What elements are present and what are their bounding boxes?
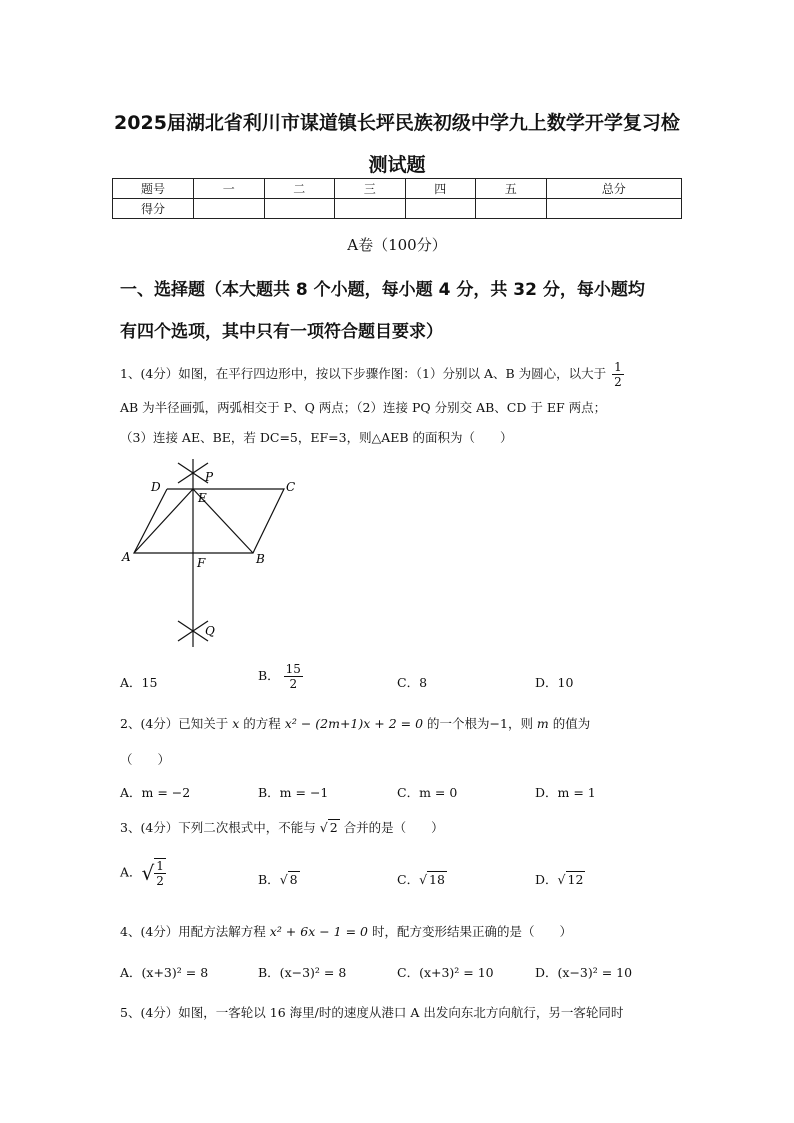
score-cell: 二 — [264, 179, 335, 199]
q2-option-b[interactable]: B．m = −1 — [258, 785, 329, 800]
q2-paren: （ ） — [120, 752, 171, 767]
q1-text-line1: 1、(4分）如图，在平行四边形中，按以下步骤作图：（1）分别以 A、B 为圆心，以大于 $\frac{1}{2}$ — [120, 360, 622, 389]
exam-title-line2: 测试题 — [368, 154, 426, 176]
q3-option-d[interactable]: D．√ 12 — [535, 872, 584, 887]
score-entry — [194, 199, 265, 219]
q3-sqrt-2: √ 2 — [319, 820, 338, 835]
q4-option-d[interactable]: D．(x−3)² = 10 — [535, 965, 633, 980]
q4-option-c[interactable]: C．(x+3)² = 10 — [397, 965, 494, 980]
q3-option-a-fraction: $\frac{1}{2}$ — [156, 859, 164, 888]
part1-heading-line2: 有四个选项，其中只有一项符合题目要求） — [120, 322, 443, 342]
q1-option-a[interactable]: A．15 — [120, 675, 158, 690]
score-entry — [264, 199, 335, 219]
section-a-heading: A卷（100分） — [347, 236, 447, 254]
q1-text-line2: AB 为半径画弧，两弧相交于 P、Q 两点；（2）连接 PQ 分别交 AB、CD 于 EF 两点； — [120, 400, 607, 415]
score-row-label: 得分 — [113, 199, 194, 219]
q1-option-d[interactable]: D．10 — [535, 675, 574, 690]
score-entry — [546, 199, 682, 219]
q2-text-line1: 2、(4分）已知关于 x 的方程 x² − (2m+1)x + 2 = 0 的一个根为−1，则 m 的值为 — [120, 716, 591, 731]
q3-text-line1: 3、(4分）下列二次根式中，不能与 √ 2 合并的是（ ） — [120, 820, 444, 835]
parallelogram-outline — [134, 489, 284, 553]
score-cell: 一 — [194, 179, 265, 199]
score-cell: 五 — [476, 179, 547, 199]
label-e: E — [198, 491, 207, 505]
exam-title-line1: 2025届湖北省利川市谋道镇长坪民族初级中学九上数学开学复习检 — [114, 112, 680, 134]
label-d: D — [151, 480, 161, 494]
score-table-header-row — [113, 179, 682, 199]
q3-option-b[interactable]: B．√ 8 — [258, 872, 298, 887]
label-f: F — [197, 556, 206, 570]
part1-heading-line1: 一、选择题（本大题共 8 个小题，每小题 4 分，共 32 分，每小题均 — [120, 280, 645, 300]
score-table-score-row — [113, 199, 682, 219]
score-entry — [405, 199, 476, 219]
score-cell: 总分 — [546, 179, 682, 199]
q4-option-b[interactable]: B．(x−3)² = 8 — [258, 965, 347, 980]
q3-option-c[interactable]: C．√ 18 — [397, 872, 445, 887]
label-a: A — [122, 550, 131, 564]
label-b: B — [256, 552, 265, 566]
score-entry — [476, 199, 547, 219]
q4-text-line1: 4、(4分）用配方法解方程 x² + 6x − 1 = 0 时，配方变形结果正确的是（ ） — [120, 924, 572, 939]
label-q: Q — [205, 624, 215, 638]
q2-option-c[interactable]: C．m = 0 — [397, 785, 458, 800]
q1-parallelogram-figure — [118, 455, 318, 655]
q1-option-b-fraction: $\frac{15}{2}$ — [285, 662, 301, 691]
q1-option-b[interactable]: B． $\frac{15}{2}$ — [258, 662, 301, 691]
q2-option-a[interactable]: A．m = −2 — [120, 785, 191, 800]
q5-text-line1: 5、(4分）如图，一客轮以 16 海里/时的速度从港口 A 出发向东北方向航行，另一客轮同时 — [120, 1005, 624, 1020]
q1-fraction: $\frac{1}{2}$ — [614, 360, 622, 389]
q4-option-a[interactable]: A．(x+3)² = 8 — [120, 965, 209, 980]
label-p: P — [205, 470, 214, 484]
score-entry — [335, 199, 406, 219]
segment-ae — [134, 489, 193, 553]
score-table — [112, 178, 682, 219]
score-cell: 题号 — [113, 179, 194, 199]
q1-option-c[interactable]: C．8 — [397, 675, 428, 690]
q1-text-line3: （3）连接 AE、BE，若 DC=5，EF=3，则△AEB 的面积为（ ） — [120, 430, 513, 445]
q2-option-d[interactable]: D．m = 1 — [535, 785, 596, 800]
label-c: C — [286, 480, 296, 494]
score-cell: 三 — [335, 179, 406, 199]
score-cell: 四 — [405, 179, 476, 199]
q3-option-a[interactable]: A．√ $\frac{1}{2}$ — [120, 859, 164, 888]
